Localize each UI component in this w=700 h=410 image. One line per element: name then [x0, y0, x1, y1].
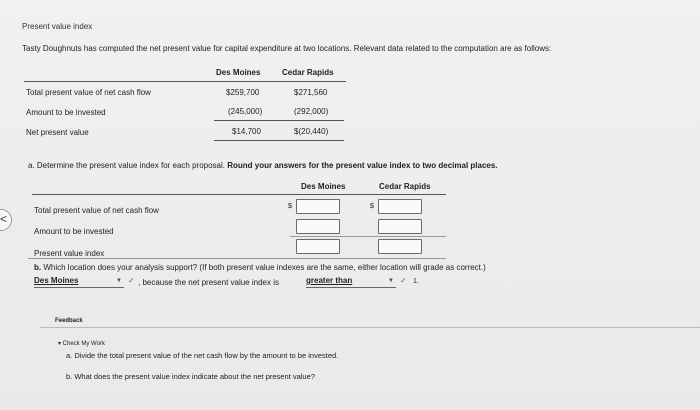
dollar-sign: $	[370, 203, 374, 210]
feedback-divider	[40, 327, 700, 328]
question-b	[34, 263, 486, 272]
question-a	[28, 161, 498, 170]
hint-b: b. What does the present value index indicate about the net present value?	[66, 372, 315, 381]
table-header-cedar-rapids: Cedar Rapids	[282, 68, 334, 77]
location-dropdown-value: Des Moines	[34, 276, 79, 285]
question-b-marker: b.	[34, 263, 44, 272]
answer-row-label: Total present value of net cash flow	[34, 206, 159, 215]
table-header-rule	[24, 81, 346, 82]
table-cell: $14,700	[232, 127, 261, 136]
question-b-text: Which location does your analysis support? (If both present value indexes are the same, either location will grade as correct.)	[43, 263, 486, 272]
table-row-label: Net present value	[26, 128, 89, 137]
comparison-dropdown-value: greater than	[306, 276, 353, 285]
footnote-number: 1.	[413, 278, 419, 285]
correct-check-icon: ✓	[400, 276, 407, 285]
question-b-reason: , because the net present value index is	[138, 278, 279, 287]
location-dropdown[interactable]	[34, 276, 124, 288]
table-row-label: Amount to be invested	[26, 108, 106, 117]
intro-text: Tasty Doughnuts has computed the net present value for capital expenditure at two locations. Relevant data related to the computation are as follows:	[22, 44, 552, 53]
table-cell: $271,560	[294, 88, 328, 97]
answer-total-rule	[28, 258, 446, 259]
answer-header-des-moines: Des Moines	[301, 182, 346, 191]
pv-cedar-rapids-input[interactable]	[378, 199, 422, 214]
page-title: Present value index	[22, 22, 93, 31]
table-sum-rule	[214, 120, 344, 121]
answer-header-rule	[32, 194, 446, 195]
check-my-work-toggle[interactable]: ▾ Check My Work	[58, 341, 105, 347]
question-a-text: a. Determine the present value index for each proposal.	[28, 161, 228, 170]
pv-des-moines-input[interactable]	[296, 199, 340, 214]
answer-row-label: Amount to be invested	[34, 227, 114, 236]
invest-cedar-rapids-input[interactable]	[378, 219, 422, 234]
answer-sum-rule	[290, 236, 446, 237]
question-a-instruction: Round your answers for the present value index to two decimal places.	[227, 161, 498, 170]
dollar-sign: $	[288, 203, 292, 210]
table-cell: $(20,440)	[294, 127, 329, 136]
chevron-down-icon: ▼	[388, 278, 394, 284]
table-cell: $259,700	[226, 88, 260, 97]
back-nav-button[interactable]	[0, 209, 12, 231]
chevron-left-icon: <	[0, 212, 7, 226]
answer-row-label: Present value index	[34, 249, 105, 258]
table-cell: (292,000)	[294, 107, 329, 116]
table-total-rule	[214, 140, 344, 141]
chevron-down-icon: ▼	[116, 278, 122, 284]
hint-a: a. Divide the total present value of the net cash flow by the amount to be invested.	[66, 351, 339, 360]
invest-des-moines-input[interactable]	[296, 219, 340, 234]
table-row-label: Total present value of net cash flow	[26, 88, 151, 97]
feedback-label: Feedback	[55, 318, 83, 324]
table-header-des-moines: Des Moines	[216, 68, 261, 77]
answer-header-cedar-rapids: Cedar Rapids	[379, 182, 431, 191]
correct-check-icon: ✓	[128, 276, 135, 285]
comparison-dropdown[interactable]	[306, 276, 396, 288]
pvi-des-moines-input[interactable]	[296, 239, 340, 254]
pvi-cedar-rapids-input[interactable]	[378, 239, 422, 254]
table-cell: (245,000)	[228, 107, 263, 116]
